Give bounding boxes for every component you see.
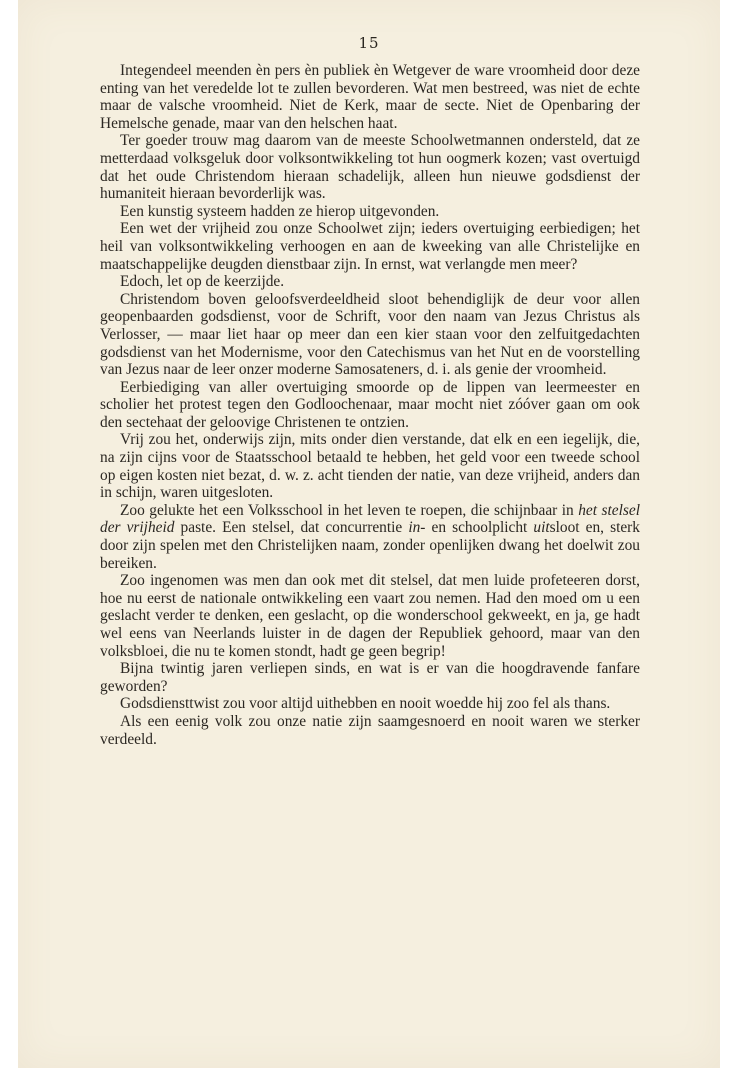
paragraph-10: Zoo ingenomen was men dan ook met dit stelsel, dat men luide profeteeren dorst, hoe nu eerst de nationale ontwikkeling een vaart zou nemen. Had den moed om u een geslacht verder te denken, een geslacht, op die wonderschool gekweekt, en ja, ge hadt wel eens van Neerlands luister in de dagen der Republiek gehoord, maar van den volksbloei, die nu te komen stondt, hadt ge geen begrip! xyxy=(100,572,640,660)
paragraph-3: Een kunstig systeem hadden ze hierop uitgevonden. xyxy=(120,202,440,220)
book-page xyxy=(18,0,720,1068)
paragraph-2: Ter goeder trouw mag daarom van de meeste Schoolwetmannen ondersteld, dat ze metterdaad volksgeluk door volksontwikkeling tot hun oogmerk kozen; vast overtuigd dat het oude Christendom hieraan schadelijk, alleen hun nieuwe godsdienst der humaniteit hieraan bevorderlijk was. xyxy=(100,132,640,203)
paragraph-7: Eerbiediging van aller overtuiging smoorde op de lippen van leermeester en scholier het protest tegen den Godloochenaar, maar mocht niet zóóver gaan om ook den sectehaat der geloovige Christenen te ontzien. xyxy=(100,378,640,431)
paragraph-6: Christendom boven geloofsverdeeldheid sloot behendiglijk de deur voor allen geopenbaarden godsdienst, voor de Schrift, voor den naam van Jezus Christus als Verlosser, — maar liet haar op meer dan een kier staan voor den zelfuitgedachten godsdienst van het Modernisme, voor den Catechismus van het Nut en de voorstelling van Jezus naar de leer onzer moderne Samosateners, d. i. als genie der vroomheid. xyxy=(100,290,640,379)
paragraph-12: Godsdiensttwist zou voor altijd uithebben en nooit woedde hij zoo fel als thans. xyxy=(120,695,611,713)
paragraph-13: Als een eenig volk zou onze natie zijn saamgesnoerd en nooit waren we sterker verdeeld. xyxy=(100,712,640,748)
paragraph-5: Edoch, let op de keerzijde. xyxy=(120,273,285,291)
paragraph-11: Bijna twintig jaren verliepen sinds, en wat is er van die hoogdravende fanfare geworden? xyxy=(100,660,640,695)
paragraph-8: Vrij zou het, onderwijs zijn, mits onder dien verstande, dat elk en een iegelijk, die, na zijn cijns voor de Staatsschool betaald te hebben, het geld voor een tweede school op eigen kosten niet bezat, d. w. z. acht tienden der natie, van deze vrijheid, anders dan in schijn, waren uitgesloten. xyxy=(100,431,640,502)
body-text xyxy=(100,62,640,748)
paragraph-9: Zoo gelukte het een Volksschool in het leven te roepen, die schijnbaar in het stelsel der vrijheid paste. Een stelsel, dat concurrentie in- en schoolplicht uitsloot en, sterk door zijn spelen met den Christelijken naam, zonder openlijken dwang het doelwit zou bereiken. xyxy=(100,501,641,572)
paragraph-4: Een wet der vrijheid zou onze Schoolwet zijn; ieders overtuiging eerbiedigen; het heil van volksontwikkeling verhoogen en aan de kweeking van alle Christelijke en maatschappelijke deugden dienstbaar zijn. In ernst, wat verlangde men meer? xyxy=(100,220,640,273)
page-number: 15 xyxy=(358,34,380,52)
paragraph-1: Integendeel meenden èn pers èn publiek èn Wetgever de ware vroomheid door deze enting van het veredelde lot te zullen bevorderen. Wat men bestreed, was niet de echte maar de valsche vroomheid. Niet de Kerk, maar de secte. Niet de Openbaring der Hemelsche genade, maar van den helschen haat. xyxy=(100,62,640,132)
